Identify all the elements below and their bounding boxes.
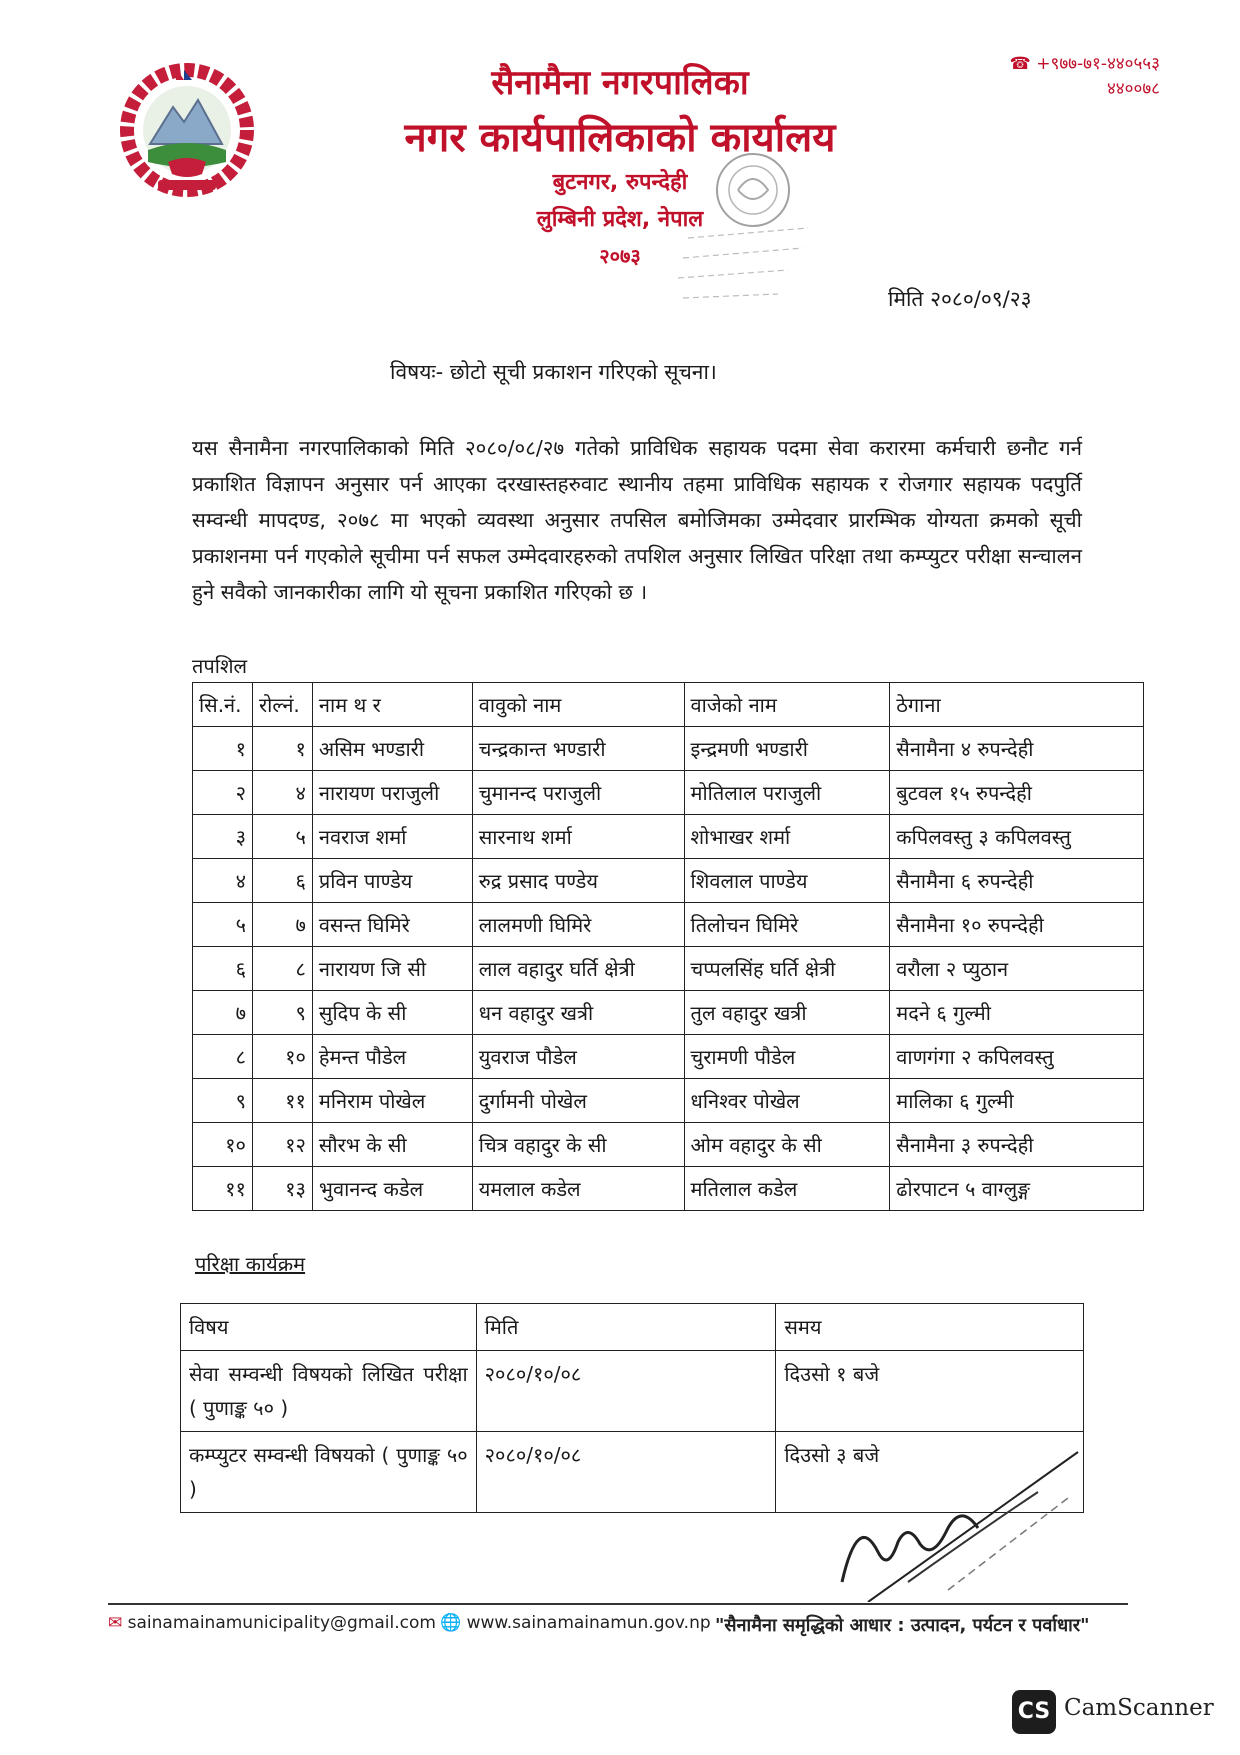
table-cell: सेवा सम्वन्धी विषयको लिखित परीक्षा ( पुणाङ्क ५० ): [181, 1351, 477, 1432]
table-row: [193, 1035, 1144, 1079]
table-cell: धनिश्वर पोखेल: [684, 1079, 890, 1123]
phone-number: ☎ +९७७-७१-४४०५५३: [1009, 54, 1160, 74]
table-cell: सैनामैना ६ रुपन्देही: [890, 859, 1144, 903]
table-cell: चन्द्रकान्त भण्डारी: [472, 727, 684, 771]
footer-email: [108, 1613, 436, 1633]
table-cell: ३: [193, 815, 253, 859]
exam-schedule-title: परिक्षा कार्यक्रम: [195, 1252, 306, 1276]
table-cell: ढोरपाटन ५ वाग्लुङ्ग: [890, 1167, 1144, 1211]
table-row: [193, 1123, 1144, 1167]
table-cell: १०: [193, 1123, 253, 1167]
column-header: विषय: [181, 1304, 477, 1351]
table-cell: ओम वहादुर के सी: [684, 1123, 890, 1167]
table-cell: ८: [193, 1035, 253, 1079]
table-cell: रुद्र प्रसाद पण्डेय: [472, 859, 684, 903]
table-cell: दुर्गामनी पोखेल: [472, 1079, 684, 1123]
office-stamp: [668, 148, 818, 338]
email-text: sainamainamunicipality@gmail.com: [127, 1613, 436, 1633]
table-cell: २०८०/१०/०८: [476, 1351, 776, 1432]
table-cell: १२: [252, 1123, 312, 1167]
table-cell: १३: [252, 1167, 312, 1211]
table-cell: ५: [252, 815, 312, 859]
table-cell: सैनामैना १० रुपन्देही: [890, 903, 1144, 947]
table-cell: हेमन्त पौडेल: [312, 1035, 472, 1079]
table-cell: वरौला २ प्युठान: [890, 947, 1144, 991]
table-row: [193, 815, 1144, 859]
letter-subject: विषयः- छोटो सूची प्रकाशन गरिएको सूचना।: [390, 360, 717, 384]
table-cell: १०: [252, 1035, 312, 1079]
table-cell: नारायण जि सी: [312, 947, 472, 991]
column-header: वावुको नाम: [472, 683, 684, 727]
table-cell: २: [193, 771, 253, 815]
footer-slogan: "सैनामैना समृद्धिको आधार : उत्पादन, पर्यटन र पर्वाधार": [715, 1615, 1090, 1636]
table-cell: १: [193, 727, 253, 771]
table-cell: ६: [252, 859, 312, 903]
table-row: [193, 1079, 1144, 1123]
office-name: नगर कार्यपालिकाको कार्यालय: [404, 115, 836, 161]
column-header: नाम थ र: [312, 683, 472, 727]
table-cell: तिलोचन घिमिरे: [684, 903, 890, 947]
table-cell: ८: [252, 947, 312, 991]
table-cell: कम्प्युटर सम्वन्धी विषयको ( पुणाङ्क ५० ): [181, 1432, 477, 1513]
table-cell: ५: [193, 903, 253, 947]
footer-website: [440, 1613, 711, 1633]
email-icon: ✉: [108, 1613, 123, 1633]
phone-number-2: ४४००७८: [1106, 79, 1160, 99]
table-cell: शोभाखर शर्मा: [684, 815, 890, 859]
table-cell: ७: [193, 991, 253, 1035]
table-cell: ४: [193, 859, 253, 903]
column-header: रोल्नं.: [252, 683, 312, 727]
table-row: [193, 1167, 1144, 1211]
table-row: [193, 947, 1144, 991]
table-cell: ४: [252, 771, 312, 815]
globe-icon: 🌐: [440, 1613, 462, 1633]
table-cell: नारायण पराजुली: [312, 771, 472, 815]
table-cell: १: [252, 727, 312, 771]
table-row: [193, 991, 1144, 1035]
table-cell: इन्द्रमणी भण्डारी: [684, 727, 890, 771]
table-cell: सौरभ के सी: [312, 1123, 472, 1167]
table-cell: वाणगंगा २ कपिलवस्तु: [890, 1035, 1144, 1079]
table-cell: तुल वहादुर खत्री: [684, 991, 890, 1035]
table-cell: दिउसो ३ बजे: [776, 1432, 1084, 1513]
table-row: [193, 859, 1144, 903]
signature: [828, 1432, 1088, 1602]
table-header-row: [181, 1304, 1084, 1351]
camscanner-label: CamScanner: [1064, 1695, 1214, 1721]
table-cell: धन वहादुर खत्री: [472, 991, 684, 1035]
column-header: समय: [776, 1304, 1084, 1351]
table-cell: सारनाथ शर्मा: [472, 815, 684, 859]
table-cell: चित्र वहादुर के सी: [472, 1123, 684, 1167]
table-cell: मालिका ६ गुल्मी: [890, 1079, 1144, 1123]
table-cell: लालमणी घिमिरे: [472, 903, 684, 947]
table-cell: ७: [252, 903, 312, 947]
table-cell: मनिराम पोखेल: [312, 1079, 472, 1123]
table-row: [181, 1351, 1084, 1432]
table-cell: युवराज पौडेल: [472, 1035, 684, 1079]
address-line-1: बुटनगर, रुपन्देही: [552, 170, 688, 195]
table-cell: लाल वहादुर घर्ति क्षेत्री: [472, 947, 684, 991]
table-cell: ९: [193, 1079, 253, 1123]
established-year: २०७३: [599, 244, 641, 268]
table-cell: शिवलाल पाण्डेय: [684, 859, 890, 903]
table-cell: असिम भण्डारी: [312, 727, 472, 771]
table-header-row: [193, 683, 1144, 727]
table-cell: चप्पलसिंह घर्ति क्षेत्री: [684, 947, 890, 991]
table-cell: सुदिप के सी: [312, 991, 472, 1035]
table-cell: मतिलाल कडेल: [684, 1167, 890, 1211]
footer-divider: [108, 1603, 1128, 1605]
table-cell: दिउसो १ बजे: [776, 1351, 1084, 1432]
table-cell: ९: [252, 991, 312, 1035]
table-cell: नवराज शर्मा: [312, 815, 472, 859]
address-line-2: लुम्बिनी प्रदेश, नेपाल: [536, 207, 704, 232]
table-cell: कपिलवस्तु ३ कपिलवस्तु: [890, 815, 1144, 859]
table-cell: ११: [252, 1079, 312, 1123]
table-cell: यमलाल कडेल: [472, 1167, 684, 1211]
table-cell: २०८०/१०/०८: [476, 1432, 776, 1513]
column-header: वाजेको नाम: [684, 683, 890, 727]
letter-body: यस सैनामैना नगरपालिकाको मिति २०८०/०८/२७ गतेको प्राविधिक सहायक पदमा सेवा करारमा कर्मचारी छनौट गर्न प्रकाशित विज्ञापन अनुसार पर्न आएका दरखास्तहरुवाट स्थानीय तहमा प्राविधिक सहायक र रोजगार सहायक पदपुर्ति सम्वन्धी मापदण्ड, २०७८ मा भएको व्यवस्था अनुसार तपसिल बमोजिमका उम्मेदवार प्रारम्भिक योग्यता क्रमको सूची प्रकाशनमा पर्न गएकोले सूचीमा पर्न सफल उम्मेदवारहरुको तपशिल अनुसार लिखित परिक्षा तथा कम्प्युटर परीक्षा सन्चालन हुने सवैको जानकारीका लागि यो सूचना प्रकाशित गरिएको छ ।: [192, 436, 1082, 604]
table-cell: चुमानन्द पराजुली: [472, 771, 684, 815]
camscanner-logo-icon: CS: [1012, 1690, 1056, 1734]
table-cell: प्रविन पाण्डेय: [312, 859, 472, 903]
table-cell: मोतिलाल पराजुली: [684, 771, 890, 815]
column-header: ठेगाना: [890, 683, 1144, 727]
column-header: मिति: [476, 1304, 776, 1351]
municipality-name: सैनामैना नगरपालिका: [491, 63, 749, 103]
table-cell: मदने ६ गुल्मी: [890, 991, 1144, 1035]
website-text: www.sainamainamun.gov.np: [466, 1613, 711, 1633]
letter-date: मिति २०८०/०९/२३: [888, 287, 1032, 311]
contact-phone: [1010, 52, 1160, 102]
table-cell: चुरामणी पौडेल: [684, 1035, 890, 1079]
details-label: तपशिल: [192, 654, 248, 678]
table-cell: ११: [193, 1167, 253, 1211]
table-cell: भुवानन्द कडेल: [312, 1167, 472, 1211]
table-cell: बुटवल १५ रुपन्देही: [890, 771, 1144, 815]
table-cell: वसन्त घिमिरे: [312, 903, 472, 947]
table-cell: ६: [193, 947, 253, 991]
table-row: [193, 727, 1144, 771]
table-cell: सैनामैना ४ रुपन्देही: [890, 727, 1144, 771]
candidates-table: [192, 682, 1144, 1211]
table-cell: सैनामैना ३ रुपन्देही: [890, 1123, 1144, 1167]
table-row: [193, 771, 1144, 815]
column-header: सि.नं.: [193, 683, 253, 727]
table-row: [193, 903, 1144, 947]
